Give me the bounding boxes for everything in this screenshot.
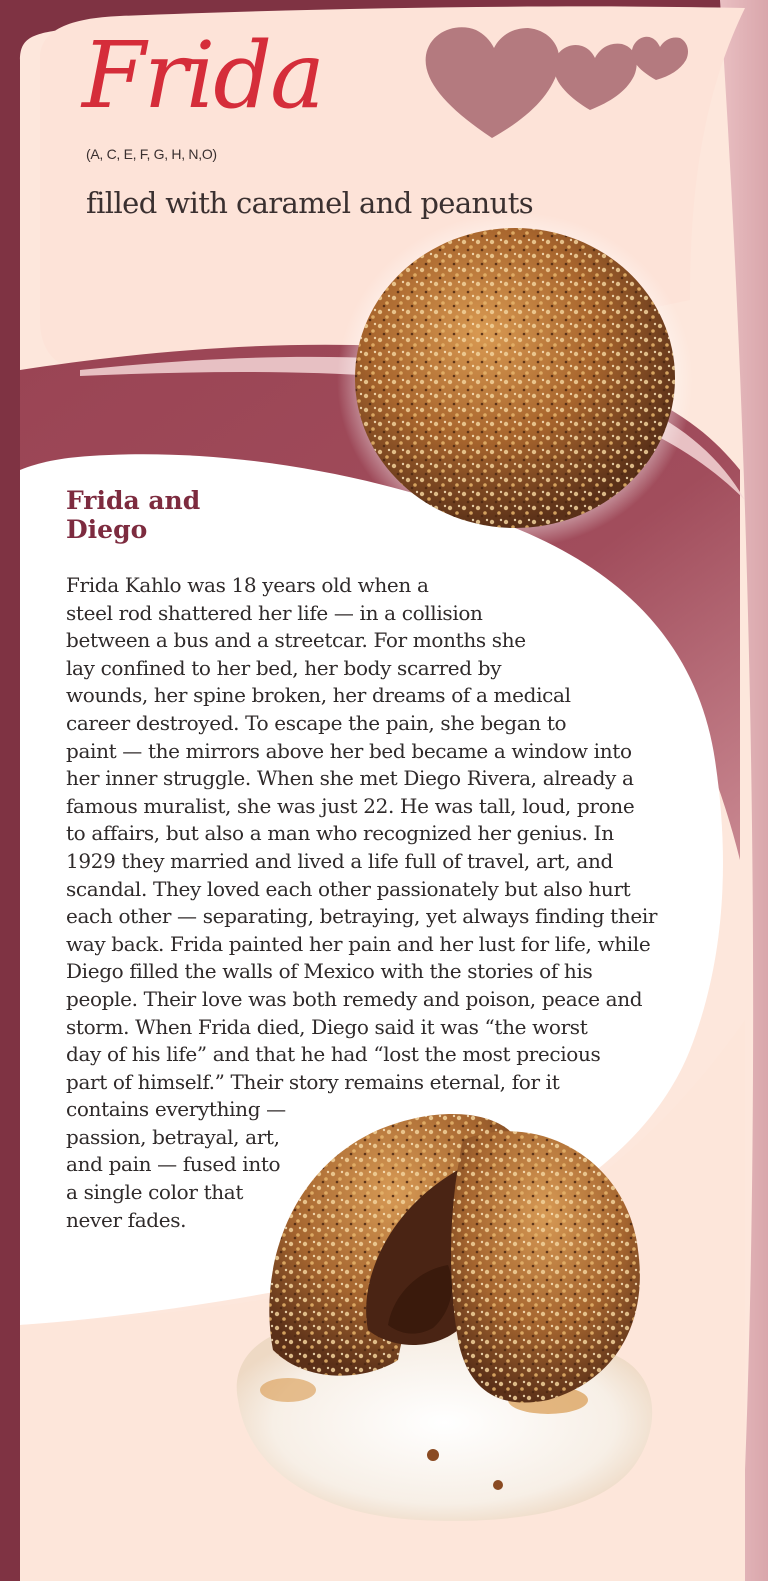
cut-truffle-image	[218, 1100, 668, 1530]
story-line: scandal. They loved each other passionately but also hurt	[66, 876, 631, 901]
heart-icon	[426, 27, 560, 138]
story-line: paint — the mirrors above her bed became a window into	[66, 738, 632, 763]
story-heading-line: Frida and	[66, 486, 201, 515]
story-line: way back. Frida painted her pain and her lust for life, while	[66, 931, 651, 956]
story-line: famous muralist, she was just 22. He was tall, loud, prone	[66, 793, 635, 818]
story-line: Diego filled the walls of Mexico with the stories of his	[66, 959, 593, 984]
story-line: each other — separating, betraying, yet always finding their	[66, 904, 658, 929]
product-subtitle: filled with caramel and peanuts	[86, 186, 534, 220]
story-line: contains everything —	[66, 1097, 286, 1122]
story-line: between a bus and a streetcar. For months she	[66, 628, 526, 653]
truffle-image	[335, 210, 695, 550]
story-line: career destroyed. To escape the pain, she began to	[66, 710, 567, 735]
story-line: storm. When Frida died, Diego said it was “the worst	[66, 1014, 588, 1039]
heart-icon	[632, 37, 688, 80]
hearts-decoration	[420, 20, 690, 140]
story-line: a single color that	[66, 1180, 244, 1205]
story-line: day of his life” and that he had “lost the most precious	[66, 1042, 601, 1067]
allergen-codes: (A, C, E, F, G, H, N,O)	[86, 146, 217, 162]
story-line: part of himself.” Their story remains eternal, for it	[66, 1069, 560, 1094]
story-line: Frida Kahlo was 18 years old when a	[66, 573, 429, 597]
story-heading	[66, 486, 266, 544]
heart-icon	[554, 44, 637, 110]
product-title: Frida	[82, 22, 323, 129]
story-line: never fades.	[66, 1207, 187, 1232]
story-line: wounds, her spine broken, her dreams of a medical	[66, 683, 571, 708]
story-line: to affairs, but also a man who recognized her genius. In	[66, 821, 614, 846]
story-line: 1929 they married and lived a life full of travel, art, and	[66, 848, 613, 873]
story-line: lay confined to her bed, her body scarred by	[66, 655, 502, 680]
story-heading-line: Diego	[66, 515, 148, 544]
story-line: her inner struggle. When she met Diego Rivera, already a	[66, 766, 634, 791]
story-line: passion, betrayal, art,	[66, 1124, 280, 1149]
story-line: steel rod shattered her life — in a collision	[66, 600, 483, 625]
story-line: people. Their love was both remedy and poison, peace and	[66, 986, 643, 1011]
story-line: and pain — fused into	[66, 1152, 281, 1177]
